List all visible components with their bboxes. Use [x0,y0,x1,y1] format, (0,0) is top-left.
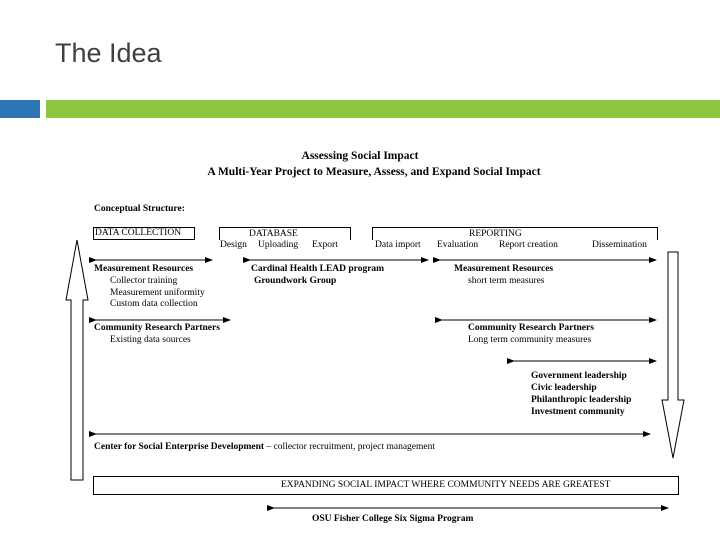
left-measurement-item: Measurement uniformity [110,288,205,298]
step-design: Design [220,240,247,250]
leadership-item: Government leadership [531,371,627,381]
left-measurement-item: Custom data collection [110,299,198,309]
leadership-item: Civic leadership [531,383,597,393]
right-measurement-title: Measurement Resources [454,264,554,274]
osu-label: OSU Fisher College Six Sigma Program [312,514,474,524]
left-community-title: Community Research Partners [94,323,220,333]
banner-text: EXPANDING SOCIAL IMPACT WHERE COMMUNITY NEEDS ARE GREATEST [281,480,611,490]
center-separator: – [264,442,274,452]
cardinal-sub: Groundwork Group [254,276,337,286]
big-down-arrow [662,252,684,458]
database-label: DATABASE [249,229,298,239]
reporting-label: REPORTING [469,229,522,239]
leadership-item: Philanthropic leadership [531,395,632,405]
center-desc: collector recruitment, project management [273,442,436,452]
right-community-item: Long term community measures [468,335,592,345]
left-measurement-title: Measurement Resources [94,264,194,274]
conceptual-structure-label: Conceptual Structure: [94,204,185,214]
step-data-import: Data import [375,240,421,250]
diagram-heading: Assessing Social Impact [301,150,419,162]
data-collection-label: DATA COLLECTION [95,228,182,238]
step-evaluation: Evaluation [437,240,479,250]
step-uploading: Uploading [258,240,299,250]
slide-title: The Idea [55,38,162,68]
big-up-arrow [66,240,88,480]
step-report-creation: Report creation [499,240,558,250]
cardinal-title: Cardinal Health LEAD program [251,264,385,274]
step-export: Export [312,240,338,250]
leadership-item: Investment community [531,407,625,417]
right-measurement-item: short term measures [468,276,545,286]
diagram-subheading: A Multi-Year Project to Measure, Assess, and Expand Social Impact [207,166,541,178]
step-dissemination: Dissemination [592,240,647,250]
left-measurement-item: Collector training [110,276,178,286]
center-title: Center for Social Enterprise Development [94,442,265,452]
right-community-title: Community Research Partners [468,323,594,333]
left-community-item: Existing data sources [110,335,191,345]
